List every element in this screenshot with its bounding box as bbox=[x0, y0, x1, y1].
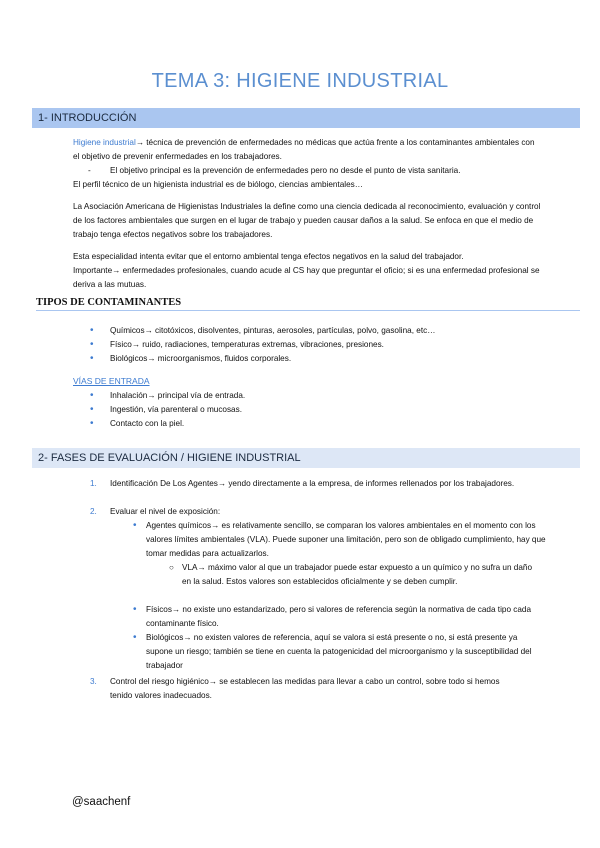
vias-list bbox=[90, 389, 540, 431]
list-item-text: Químicos→ citotóxicos, disolventes, pinturas, aerosoles, partículas, polvo, gasolina, etc… bbox=[110, 326, 436, 335]
phase-number: 2. bbox=[90, 507, 97, 516]
list-item-text: Inhalación→ principal vía de entrada. bbox=[110, 391, 246, 400]
list-item-text: Físico→ ruido, radiaciones, temperaturas extremas, vibraciones, presiones. bbox=[110, 340, 384, 349]
dash-text: El objetivo principal es la prevención de enfermedades pero no desde el punto de vista sanitaria. bbox=[110, 166, 461, 175]
especialidad-paragraph bbox=[73, 250, 543, 292]
biologicos-item bbox=[133, 631, 546, 673]
dash-marker: - bbox=[88, 166, 91, 175]
bullet-icon: • bbox=[133, 604, 137, 615]
fisicos-text: Físicos→ no existe uno estandarizado, pero si valores de referencia según la normativa de cada tipo cada contaminante físico. bbox=[146, 605, 532, 628]
bullet-icon: • bbox=[133, 632, 137, 643]
especialidad-text: Esta especialidad intenta evitar que el entorno ambiental tenga efectos negativos en la salud del trabajador. bbox=[73, 252, 464, 261]
term-definition: → técnica de prevención de enfermedades no médicas que actúa frente a los contaminantes ambientales con el objetivo de prevenir enfermedades en los trabajadores. bbox=[73, 138, 535, 161]
circle-bullet-icon: ○ bbox=[169, 563, 174, 572]
phase-text: Evaluar el nivel de exposición: bbox=[110, 507, 221, 516]
intro-definition bbox=[73, 136, 543, 164]
vla-text: VLA→ máximo valor al que un trabajador puede estar expuesto a un químico y no sufra un daño en la salud. Estos valores son establecidos oficialmente y se deben cumplir. bbox=[182, 563, 532, 586]
list-item bbox=[90, 352, 540, 366]
phase-number: 1. bbox=[90, 479, 97, 488]
dash-list-item bbox=[88, 164, 532, 178]
vla-item bbox=[169, 561, 537, 589]
phase-2 bbox=[90, 505, 520, 519]
phase-1 bbox=[90, 477, 520, 491]
importante-text: Importante→ enfermedades profesionales, cuando acude al CS hay que preguntar el oficio; si es una enfermedad profesional se deriva a las mutuas. bbox=[73, 266, 540, 289]
fisicos-item bbox=[133, 603, 546, 631]
phase-text: Identificación De Los Agentes→ yendo directamente a la empresa, de informes rellenados por los trabajadores. bbox=[110, 479, 515, 488]
biologicos-text: Biológicos→ no existen valores de referencia, aquí se valora si está presente o no, si está presente ya supone un riesgo; también se tiene en cuenta la patogenicidad del microorganismo y la susceptibilidad del trabajador bbox=[146, 633, 532, 670]
asociacion-paragraph bbox=[73, 200, 543, 242]
phase-text: Control del riesgo higiénico→ se establecen las medidas para llevar a cabo un control, sobre todo si hemos tenido valores inadecuados. bbox=[110, 677, 500, 700]
quimicos-text: Agentes químicos→ es relativamente sencillo, se comparan los valores ambientales en el momento con los valores límites ambientales (VLA). Puede suponer una limitación, pero son de obligado cumplimiento, hay que tomar medidas para actualizarlos. bbox=[146, 521, 546, 558]
list-item bbox=[90, 403, 540, 417]
tipos-contaminantes-heading: TIPOS DE CONTAMINANTES bbox=[36, 297, 580, 311]
agentes-quimicos-item bbox=[133, 519, 546, 561]
phase-number: 3. bbox=[90, 677, 97, 686]
list-item-text: Biológicos→ microorganismos, fluidos corporales. bbox=[110, 354, 292, 363]
bullet-icon: • bbox=[133, 520, 137, 531]
list-item-text: Contacto con la piel. bbox=[110, 419, 185, 428]
list-item bbox=[90, 389, 540, 403]
list-item bbox=[90, 338, 540, 352]
list-item-text: Ingestión, vía parenteral o mucosas. bbox=[110, 405, 242, 414]
perfil-paragraph bbox=[73, 178, 543, 192]
tipos-list bbox=[90, 324, 540, 366]
perfil-text: El perfil técnico de un higienista industrial es de biólogo, ciencias ambientales… bbox=[73, 180, 363, 189]
vias-entrada-heading: VÍAS DE ENTRADA bbox=[73, 376, 150, 386]
section-heading-introduccion: 1- INTRODUCCIÓN bbox=[32, 108, 580, 128]
list-item bbox=[90, 417, 540, 431]
phase-3 bbox=[90, 675, 520, 703]
section-heading-fases: 2- FASES DE EVALUACIÓN / HIGIENE INDUSTRIAL bbox=[32, 448, 580, 468]
page-title: TEMA 3: HIGIENE INDUSTRIAL bbox=[151, 70, 449, 92]
asociacion-text: La Asociación Americana de Higienistas Industriales la define como una ciencia dedicada al reconocimiento, evaluación y control de los factores ambientales que surgen en el lugar de trabajo y pueden causar daños a la salud. Se enfoca en que el medio de trabajo tenga efectos negativos sobre los trabajadores. bbox=[73, 202, 541, 239]
term-higiene-industrial: Higiene industrial bbox=[73, 138, 136, 147]
list-item bbox=[90, 324, 540, 338]
author-handle: @saachenf bbox=[72, 796, 131, 808]
